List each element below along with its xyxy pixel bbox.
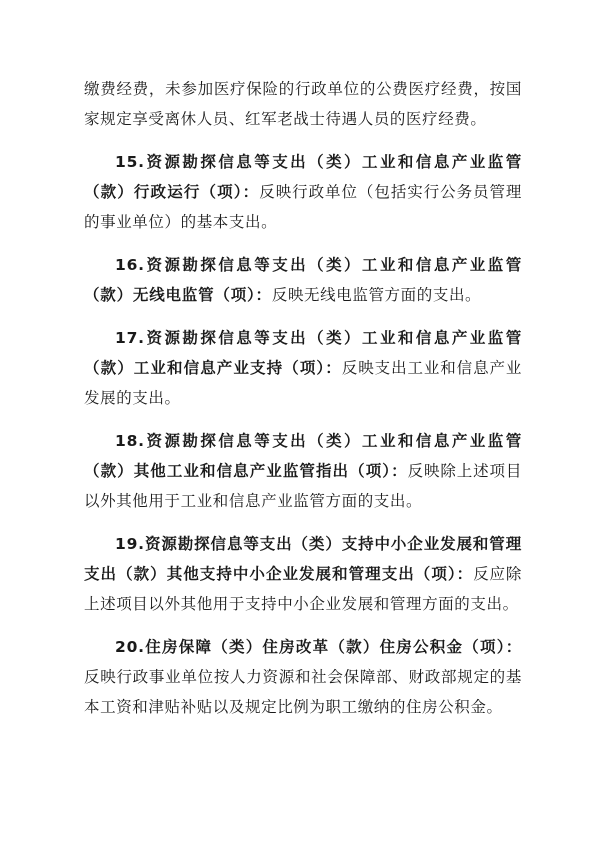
item-18 xyxy=(84,426,522,516)
item-heading: 资源勘探信息等支出（类）工业和信息产业监管（款）行政运行（项）： xyxy=(84,153,522,201)
item-body: 反映行政单位（包括实行公务员管理的事业单位）的基本支出。 xyxy=(84,183,522,231)
item-body: 反映无线电监管方面的支出。 xyxy=(271,286,482,304)
item-16 xyxy=(84,250,522,310)
item-body: 反映支出工业和信息产业发展的支出。 xyxy=(84,359,522,407)
item-heading: 资源勘探信息等支出（类）工业和信息产业监管（款）无线电监管（项）： xyxy=(84,256,522,304)
item-number: 15. xyxy=(115,153,145,171)
item-heading: 住房保障（类）住房改革（款）住房公积金（项）： xyxy=(144,638,522,656)
item-body: 反映除上述项目以外其他用于工业和信息产业监管方面的支出。 xyxy=(84,462,522,510)
item-number: 17. xyxy=(115,329,145,347)
item-19 xyxy=(84,529,522,619)
item-body: 反应除上述项目以外其他用于支持中小企业发展和管理方面的支出。 xyxy=(84,565,522,613)
item-number: 20. xyxy=(115,638,145,656)
item-20 xyxy=(84,632,522,722)
continuation-text: 缴费经费，未参加医疗保险的行政单位的公费医疗经费，按国家规定享受离休人员、红军老战士待遇人员的医疗经费。 xyxy=(84,80,522,128)
item-body: 反映行政事业单位按人力资源和社会保障部、财政部规定的基本工资和津贴补贴以及规定比例为职工缴纳的住房公积金。 xyxy=(84,668,522,716)
item-heading: 资源勘探信息等支出（类）工业和信息产业监管（款）其他工业和信息产业监管指出（项）： xyxy=(84,432,522,480)
item-heading: 资源勘探信息等支出（类）工业和信息产业监管（款）工业和信息产业支持（项）： xyxy=(84,329,522,377)
item-number: 16. xyxy=(115,256,145,274)
item-15 xyxy=(84,147,522,237)
item-heading: 资源勘探信息等支出（类）支持中小企业发展和管理支出（款）其他支持中小企业发展和管理支出（项）： xyxy=(84,535,522,583)
item-number: 19. xyxy=(115,535,145,553)
continuation-paragraph xyxy=(84,74,522,134)
item-17 xyxy=(84,323,522,413)
item-number: 18. xyxy=(115,432,145,450)
